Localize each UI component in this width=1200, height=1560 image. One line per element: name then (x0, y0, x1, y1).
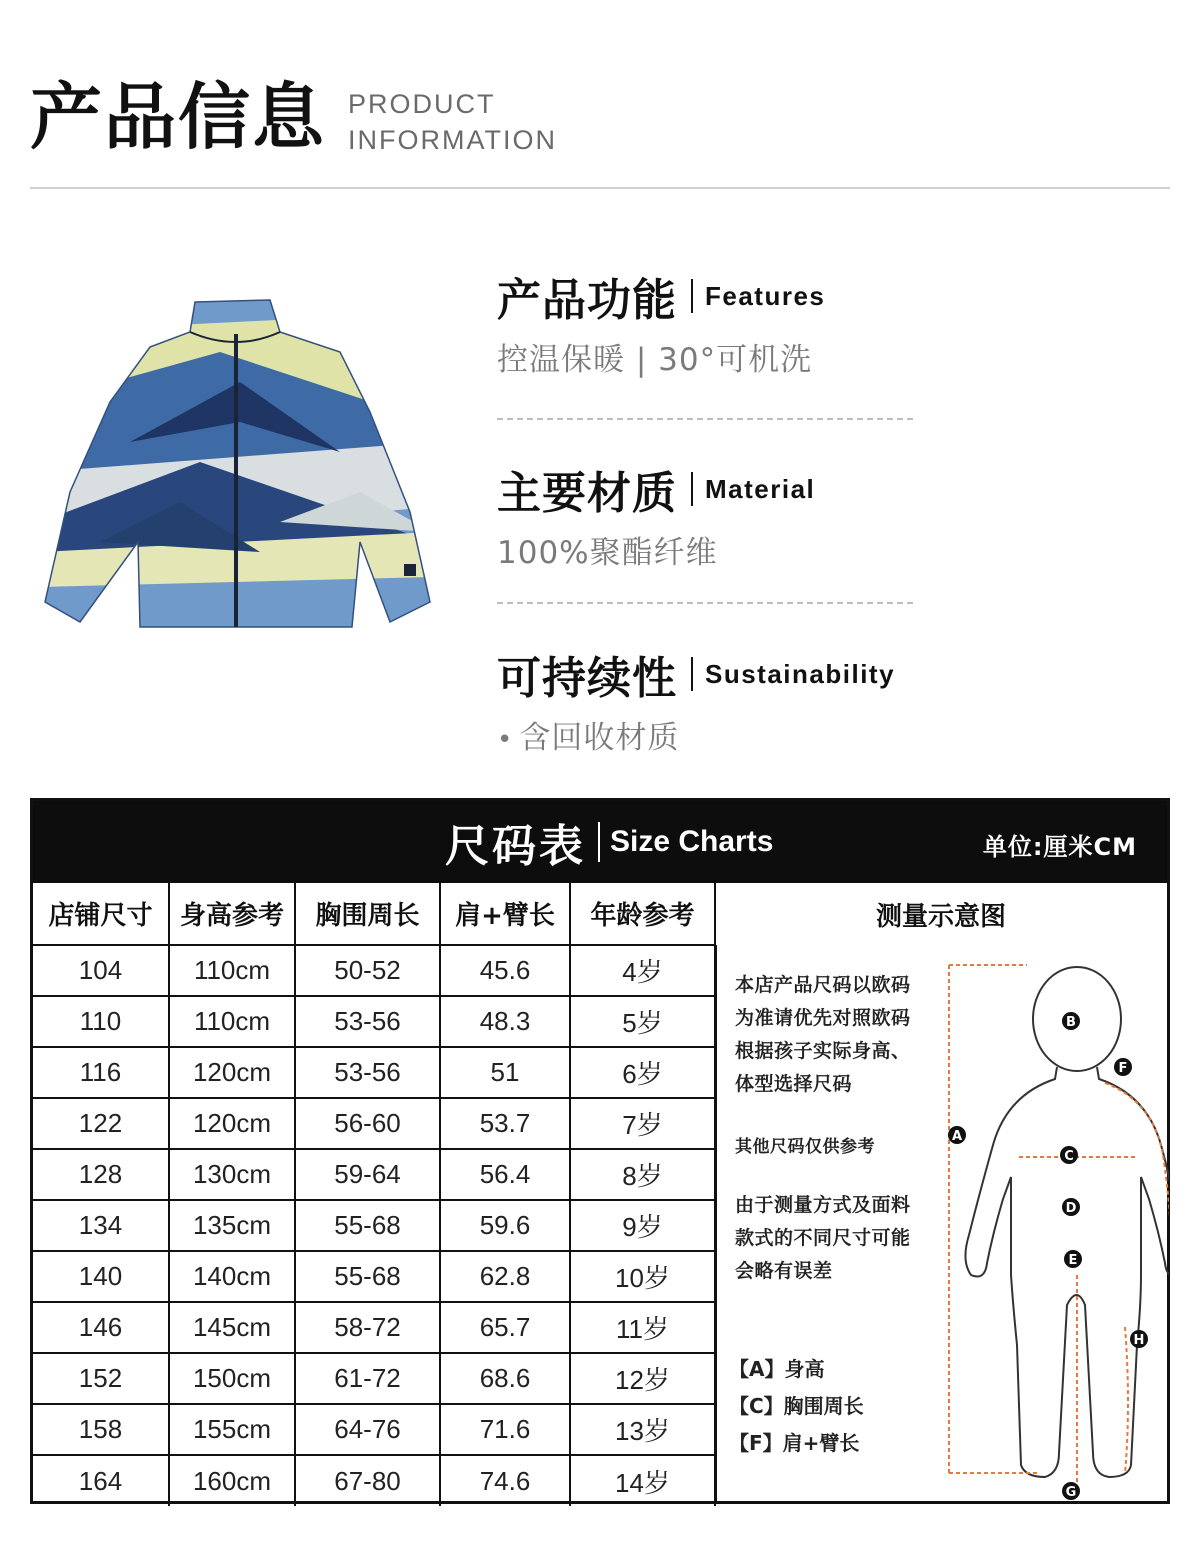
table-row (33, 1149, 715, 1200)
title-separator (598, 822, 600, 862)
svg-text:H: H (1133, 1333, 1145, 1348)
subtitle-line-1: PRODUCT (348, 89, 496, 119)
measure-diagram (715, 945, 1167, 1501)
cell-shoulder-arm: 51 (440, 1047, 570, 1098)
cell-height: 150cm (169, 1353, 295, 1404)
cell-chest: 55-68 (295, 1251, 440, 1302)
table-row (33, 1404, 715, 1455)
svg-text:C: C (1064, 1149, 1074, 1164)
feature-functions (497, 268, 1017, 379)
note-line: 为准请优先对照欧码 (735, 1007, 911, 1029)
note-line: 款式的不同尺寸可能 (735, 1227, 911, 1249)
svg-text:E: E (1068, 1253, 1078, 1268)
col-header-store-size: 店铺尺寸 (33, 883, 169, 945)
material-title-en: Material (705, 473, 816, 504)
cell-height: 120cm (169, 1047, 295, 1098)
sustainability-title-cn: 可持续性 (497, 653, 677, 704)
cell-age: 8岁 (570, 1149, 715, 1200)
svg-text:D: D (1065, 1201, 1077, 1216)
cell-height: 140cm (169, 1251, 295, 1302)
note-other-sizes: 其他尺码仅供参考 (735, 1137, 875, 1157)
cell-store-size: 128 (33, 1149, 169, 1200)
cell-height: 145cm (169, 1302, 295, 1353)
feature-sustainability (497, 646, 1017, 757)
feature-description: 控温保暖 | 30°可机洗 (497, 342, 813, 378)
cell-height: 110cm (169, 945, 295, 996)
col-header-shoulder-arm: 肩+臂长 (440, 883, 570, 945)
cell-shoulder-arm: 48.3 (440, 996, 570, 1047)
cell-chest: 53-56 (295, 996, 440, 1047)
cell-chest: 64-76 (295, 1404, 440, 1455)
body-outline-icon (927, 945, 1169, 1501)
measure-legend (729, 1351, 864, 1462)
cell-age: 6岁 (570, 1047, 715, 1098)
svg-text:B: B (1066, 1015, 1076, 1030)
cell-age: 5岁 (570, 996, 715, 1047)
page-subtitle (348, 86, 557, 158)
cell-shoulder-arm: 68.6 (440, 1353, 570, 1404)
legend-shoulder-arm: 【F】肩+臂长 (729, 1431, 860, 1455)
product-jacket-image (40, 292, 432, 632)
size-chart-header (33, 801, 1167, 883)
svg-text:A: A (951, 1129, 963, 1144)
cell-height: 110cm (169, 996, 295, 1047)
cell-store-size: 134 (33, 1200, 169, 1251)
sustainability-description (497, 712, 1017, 757)
svg-text:F: F (1118, 1061, 1128, 1076)
cell-chest: 59-64 (295, 1149, 440, 1200)
table-row (33, 1098, 715, 1149)
legend-height: 【A】身高 (729, 1357, 825, 1381)
note-sizing-standard (735, 969, 945, 1101)
material-description: 100%聚酯纤维 (497, 535, 718, 571)
cell-store-size: 110 (33, 996, 169, 1047)
cell-age: 11岁 (570, 1302, 715, 1353)
material-title-cn: 主要材质 (497, 468, 677, 519)
cell-height: 155cm (169, 1404, 295, 1455)
cell-store-size: 122 (33, 1098, 169, 1149)
dashed-divider (497, 418, 913, 420)
cell-age: 12岁 (570, 1353, 715, 1404)
cell-store-size: 104 (33, 945, 169, 996)
svg-text:G: G (1065, 1485, 1077, 1500)
subtitle-line-2: INFORMATION (348, 125, 557, 155)
cell-store-size: 140 (33, 1251, 169, 1302)
size-chart-title (445, 815, 774, 872)
title-separator (691, 472, 693, 506)
note-line: 体型选择尺码 (735, 1073, 853, 1095)
cell-age: 10岁 (570, 1251, 715, 1302)
legend-chest: 【C】胸围周长 (729, 1394, 864, 1418)
cell-age: 14岁 (570, 1455, 715, 1506)
col-header-age: 年龄参考 (570, 883, 715, 945)
cell-chest: 58-72 (295, 1302, 440, 1353)
size-chart-title-cn: 尺码表 (445, 821, 586, 872)
cell-age: 9岁 (570, 1200, 715, 1251)
title-separator (691, 657, 693, 691)
cell-age: 4岁 (570, 945, 715, 996)
cell-shoulder-arm: 71.6 (440, 1404, 570, 1455)
table-row (33, 1200, 715, 1251)
table-row (33, 1455, 715, 1506)
cell-age: 7岁 (570, 1098, 715, 1149)
table-row (33, 996, 715, 1047)
table-row (33, 1251, 715, 1302)
header-divider (30, 187, 1170, 189)
cell-store-size: 158 (33, 1404, 169, 1455)
title-separator (691, 279, 693, 313)
note-line: 由于测量方式及面料 (735, 1194, 911, 1216)
cell-age: 13岁 (570, 1404, 715, 1455)
note-line: 根据孩子实际身高、 (735, 1040, 911, 1062)
col-header-height: 身高参考 (169, 883, 295, 945)
note-line: 本店产品尺码以欧码 (735, 974, 911, 996)
size-table (33, 883, 716, 1506)
cell-height: 135cm (169, 1200, 295, 1251)
cell-store-size: 164 (33, 1455, 169, 1506)
cell-chest: 55-68 (295, 1200, 440, 1251)
table-row (33, 1302, 715, 1353)
cell-shoulder-arm: 62.8 (440, 1251, 570, 1302)
note-line: 会略有误差 (735, 1260, 833, 1282)
dashed-divider (497, 602, 913, 604)
cell-chest: 61-72 (295, 1353, 440, 1404)
cell-chest: 50-52 (295, 945, 440, 996)
table-row (33, 1353, 715, 1404)
cell-store-size: 146 (33, 1302, 169, 1353)
feature-title-en: Features (705, 280, 826, 311)
size-chart-title-en: Size Charts (610, 825, 774, 858)
measure-diagram-title: 测量示意图 (875, 901, 1006, 932)
col-header-chest: 胸围周长 (295, 883, 440, 945)
cell-chest: 53-56 (295, 1047, 440, 1098)
cell-height: 160cm (169, 1455, 295, 1506)
table-row (33, 1047, 715, 1098)
feature-title-cn: 产品功能 (497, 275, 677, 326)
size-chart (30, 798, 1170, 1504)
table-row (33, 945, 715, 996)
cell-store-size: 116 (33, 1047, 169, 1098)
cell-shoulder-arm: 56.4 (440, 1149, 570, 1200)
sustainability-title-en: Sustainability (705, 658, 896, 689)
cell-shoulder-arm: 59.6 (440, 1200, 570, 1251)
page-title: 产品信息 (30, 75, 327, 159)
cell-shoulder-arm: 74.6 (440, 1455, 570, 1506)
note-measurement-error (735, 1189, 945, 1288)
cell-chest: 67-80 (295, 1455, 440, 1506)
feature-material (497, 461, 1017, 572)
unit-label: 单位:厘米CM (982, 833, 1137, 861)
cell-shoulder-arm: 65.7 (440, 1302, 570, 1353)
cell-height: 120cm (169, 1098, 295, 1149)
cell-shoulder-arm: 53.7 (440, 1098, 570, 1149)
cell-store-size: 152 (33, 1353, 169, 1404)
sustainability-text: 含回收材质 (519, 720, 680, 756)
bullet-dot: • (497, 725, 514, 755)
cell-shoulder-arm: 45.6 (440, 945, 570, 996)
cell-chest: 56-60 (295, 1098, 440, 1149)
cell-height: 130cm (169, 1149, 295, 1200)
